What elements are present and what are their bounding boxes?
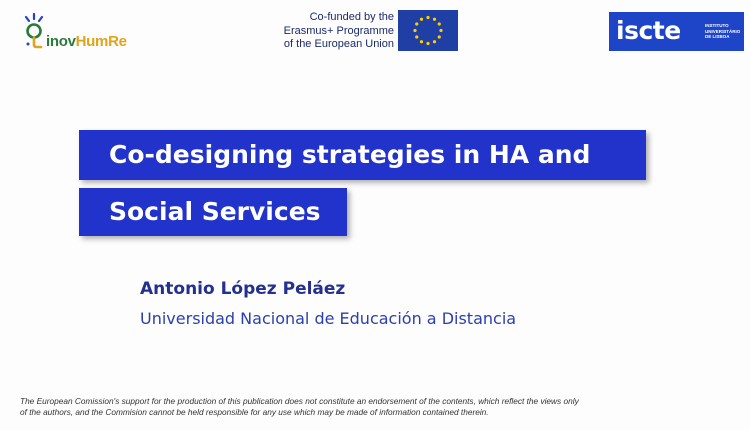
eu-star [420,40,423,43]
eu-cofunding-block [268,10,458,52]
brand-part-2: HumRe [75,33,127,50]
iscte-wordmark: iscte [616,16,681,45]
eu-star [439,29,442,32]
iscte-sub-line-2: UNIVERSITÁRIO [705,28,741,34]
brand-part-1: inov [46,33,76,50]
eu-star [438,35,441,38]
eu-text-line-1: Co-funded by the [309,11,394,23]
disclaimer-line-2: of the authors, and the Commision cannot be held responsible for any use which may be made of information contained therein. [20,407,489,417]
eu-star [415,22,418,25]
eu-cofunding-text [254,11,394,52]
eu-star [438,22,441,25]
eu-disclaimer [20,396,740,418]
eu-star [426,42,429,45]
disclaimer-line-1: The European Comission's support for the production of this publication does not constitute an endorsement of the contents, which reflect the views only [20,396,579,406]
eu-star [413,29,416,32]
iscte-logo [609,12,744,51]
eu-star [433,40,436,43]
eu-star [433,18,436,21]
eu-flag-icon [398,10,458,51]
slide-title-line-2: Social Services [79,188,347,236]
iscte-subtitle [705,23,740,40]
inovhumre-wordmark [46,33,127,50]
presenter-affiliation: Universidad Nacional de Educación a Distancia [140,309,517,328]
iscte-sub-line-1: INSTITUTO [705,23,729,28]
eu-text-line-2: Erasmus+ Programme [283,24,394,37]
eu-star [420,18,423,21]
presenter-name: Antonio López Peláez [140,279,346,299]
eu-text-line-3: of the European Union [283,38,394,50]
inovhumre-logo [20,12,130,52]
iscte-sub-line-3: DE LISBOA [705,34,730,39]
eu-star [426,16,429,19]
eu-star [415,35,418,38]
slide-title-line-1: Co-designing strategies in HA and [79,130,646,180]
